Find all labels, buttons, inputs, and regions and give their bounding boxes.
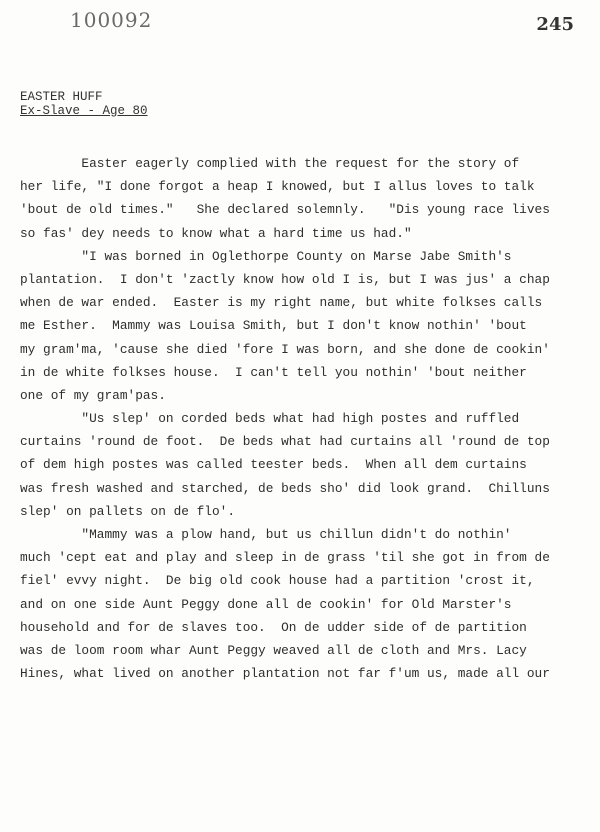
text-line: Easter eagerly complied with the request for the story of bbox=[20, 156, 520, 171]
text-line: much 'cept eat and play and sleep in de grass 'til she got in from de bbox=[20, 550, 550, 566]
text-line: plantation. I don't 'zactly know how old I is, but I was jus' a chap bbox=[20, 271, 550, 287]
document-header bbox=[20, 90, 148, 118]
text-line: was fresh washed and starched, de beds sho' did look grand. Chilluns bbox=[20, 480, 550, 496]
text-line: one of my gram'pas. bbox=[20, 387, 166, 403]
text-line: slep' on pallets on de flo'. bbox=[20, 503, 236, 519]
text-line: "Us slep' on corded beds what had high postes and ruffled bbox=[20, 411, 520, 427]
document-subtitle: Ex-Slave - Age 80 bbox=[20, 104, 148, 118]
text-line: household and for de slaves too. On de udder side of de partition bbox=[20, 619, 527, 635]
text-line: my gram'ma, 'cause she died 'fore I was born, and she done de cookin' bbox=[20, 341, 550, 357]
text-line: of dem high postes was called teester beds. When all dem curtains bbox=[20, 457, 527, 473]
text-line: so fas' dey needs to know what a hard time us had." bbox=[20, 225, 412, 241]
text-line: 'bout de old times." She declared solemnly. "Dis young race lives bbox=[20, 202, 550, 218]
text-line: curtains 'round de foot. De beds what had curtains all 'round de top bbox=[20, 434, 550, 450]
text-line: me Esther. Mammy was Louisa Smith, but I don't know nothin' 'bout bbox=[20, 318, 527, 334]
text-line: fiel' evvy night. De big old cook house had a partition 'crost it, bbox=[20, 573, 535, 589]
text-line: "I was borned in Oglethorpe County on Marse Jabe Smith's bbox=[20, 248, 512, 264]
text-line: was de loom room whar Aunt Peggy weaved all de cloth and Mrs. Lacy bbox=[20, 642, 527, 658]
text-line: Hines, what lived on another plantation not far f'um us, made all our bbox=[20, 666, 550, 682]
text-line: her life, "I done forgot a heap I knowed, but I allus loves to talk bbox=[20, 179, 535, 195]
text-line: in de white folkses house. I can't tell you nothin' 'bout neither bbox=[20, 364, 527, 380]
page-number: 245 bbox=[536, 14, 574, 35]
text-line: "Mammy was a plow hand, but us chillun didn't do nothin' bbox=[20, 527, 512, 542]
document-body bbox=[20, 152, 580, 685]
text-line: when de war ended. Easter is my right name, but white folkses calls bbox=[20, 295, 543, 311]
document-title: EASTER HUFF bbox=[20, 90, 103, 104]
stamp-number: 100092 bbox=[70, 8, 153, 32]
text-line: and on one side Aunt Peggy done all de cookin' for Old Marster's bbox=[20, 596, 512, 612]
